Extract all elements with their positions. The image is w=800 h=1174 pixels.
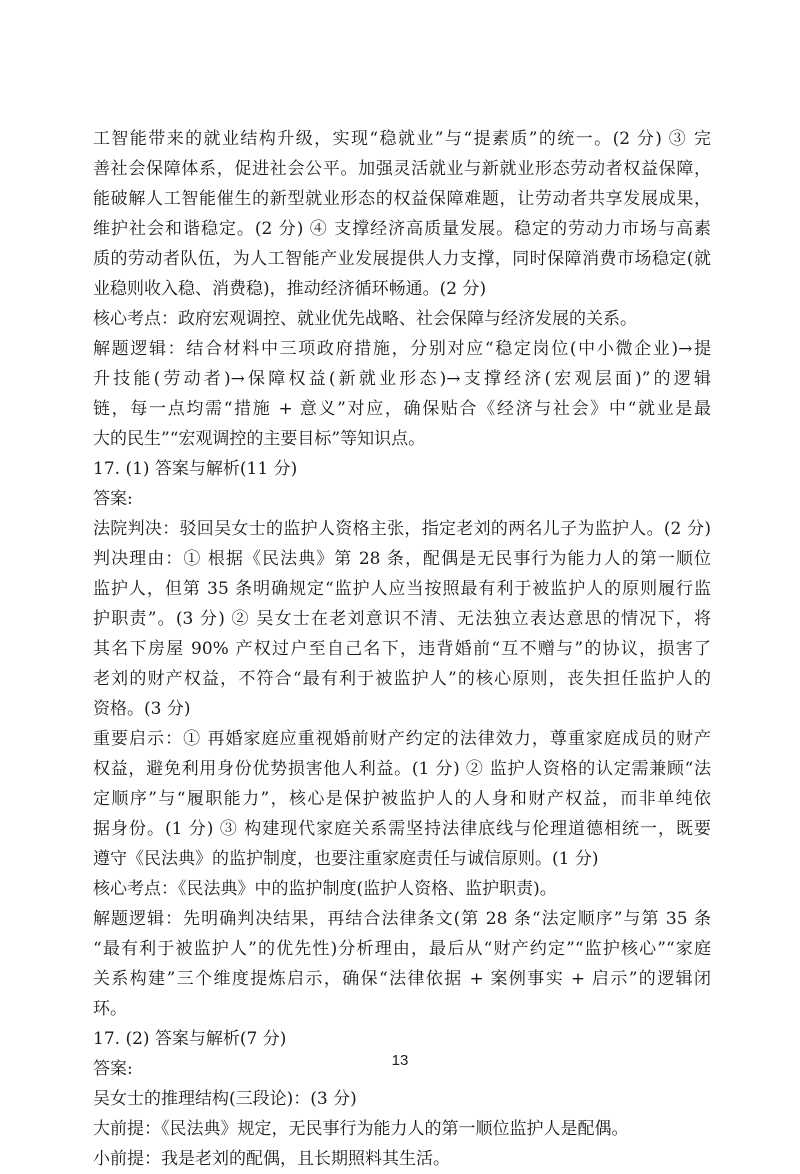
text-line: 核心考点：政府宏观调控、就业优先战略、社会保障与经济发展的关系。 (93, 309, 637, 329)
text-line: 能破解人工智能催生的新型就业形态的权益保障难题，让劳动者共享发展成果， (93, 189, 711, 209)
text-line: 业稳则收入稳、消费稳)，推动经济循环畅通。(2 分) (93, 279, 487, 299)
text-line: 资格。(3 分) (93, 699, 191, 719)
text-line: 判决理由：① 根据《民法典》第 28 条，配偶是无民事行为能力人的第一顺位 (93, 549, 711, 569)
text-line: 据身份。(1 分) ③ 构建现代家庭关系需坚持法律底线与伦理道德相统一，既要 (93, 819, 711, 839)
text-line: 吴女士的推理结构(三段论)：(3 分) (93, 1089, 357, 1109)
text-line: 善社会保障体系，促进社会公平。加强灵活就业与新就业形态劳动者权益保障， (93, 159, 711, 179)
text-line: “最有利于被监护人”的优先性)分析理由，最后从“财产约定”“监护核心”“家庭 (93, 939, 711, 959)
answer-label: 答案: (93, 1059, 133, 1079)
text-line: 护职责”。(3 分) ② 吴女士在老刘意识不清、无法独立表达意思的情况下，将 (93, 609, 711, 629)
text-line: 重要启示：① 再婚家庭应重视婚前财产约定的法律效力，尊重家庭成员的财产 (93, 729, 711, 749)
text-line: 遵守《民法典》的监护制度，也要注重家庭责任与诚信原则。(1 分) (93, 849, 599, 869)
text-line: 定顺序”与“履职能力”，核心是保护被监护人的人身和财产权益，而非单纯依 (93, 789, 711, 809)
page-number: 13 (391, 1052, 409, 1069)
text-line: 维护社会和谐稳定。(2 分) ④ 支撑经济高质量发展。稳定的劳动力市场与高素 (93, 219, 711, 239)
text-line: 监护人，但第 35 条明确规定“监护人应当按照最有利于被监护人的原则履行监 (93, 579, 711, 599)
text-line: 解题逻辑：结合材料中三项政府措施，分别对应“稳定岗位(中小微企业)→提 (93, 339, 711, 359)
text-line: 其名下房屋 90% 产权过户至自己名下，违背婚前“互不赠与”的协议，损害了 (93, 639, 711, 659)
text-line: 大的民生”“宏观调控的主要目标”等知识点。 (93, 429, 426, 449)
section-heading: 17. (2) 答案与解析(7 分) (93, 1029, 287, 1049)
document-body (93, 124, 711, 1174)
text-line: 质的劳动者队伍，为人工智能产业发展提供人力支撑，同时保障消费市场稳定(就 (93, 249, 711, 269)
text-line: 环。 (93, 999, 127, 1019)
text-line: 权益，避免利用身份优势损害他人利益。(1 分) ② 监护人资格的认定需兼顾“法 (93, 759, 711, 779)
text-line: 老刘的财产权益，不符合“最有利于被监护人”的核心原则，丧失担任监护人的 (93, 669, 711, 689)
text-line: 升技能(劳动者)→保障权益(新就业形态)→支撑经济(宏观层面)”的逻辑 (93, 369, 711, 389)
section-heading: 17. (1) 答案与解析(11 分) (93, 459, 298, 479)
text-line: 解题逻辑：先明确判决结果，再结合法律条文(第 28 条“法定顺序”与第 35 条 (93, 909, 711, 929)
text-line: 工智能带来的就业结构升级，实现“稳就业”与“提素质”的统一。(2 分) ③ 完 (93, 129, 711, 149)
text-line: 法院判决：驳回吴女士的监护人资格主张，指定老刘的两名儿子为监护人。(2 分) (93, 519, 711, 539)
answer-label: 答案: (93, 489, 133, 509)
text-line: 大前提：《民法典》规定，无民事行为能力人的第一顺位监护人是配偶。 (93, 1119, 629, 1139)
text-line: 链，每一点均需“措施 + 意义”对应，确保贴合《经济与社会》中“就业是最 (93, 399, 711, 419)
text-line: 核心考点：《民法典》中的监护制度(监护人资格、监护职责)。 (93, 879, 557, 899)
text-line: 小前提：我是老刘的配偶，且长期照料其生活。 (93, 1149, 450, 1169)
text-line: 关系构建”三个维度提炼启示，确保“法律依据 + 案例事实 + 启示”的逻辑闭 (93, 969, 711, 989)
